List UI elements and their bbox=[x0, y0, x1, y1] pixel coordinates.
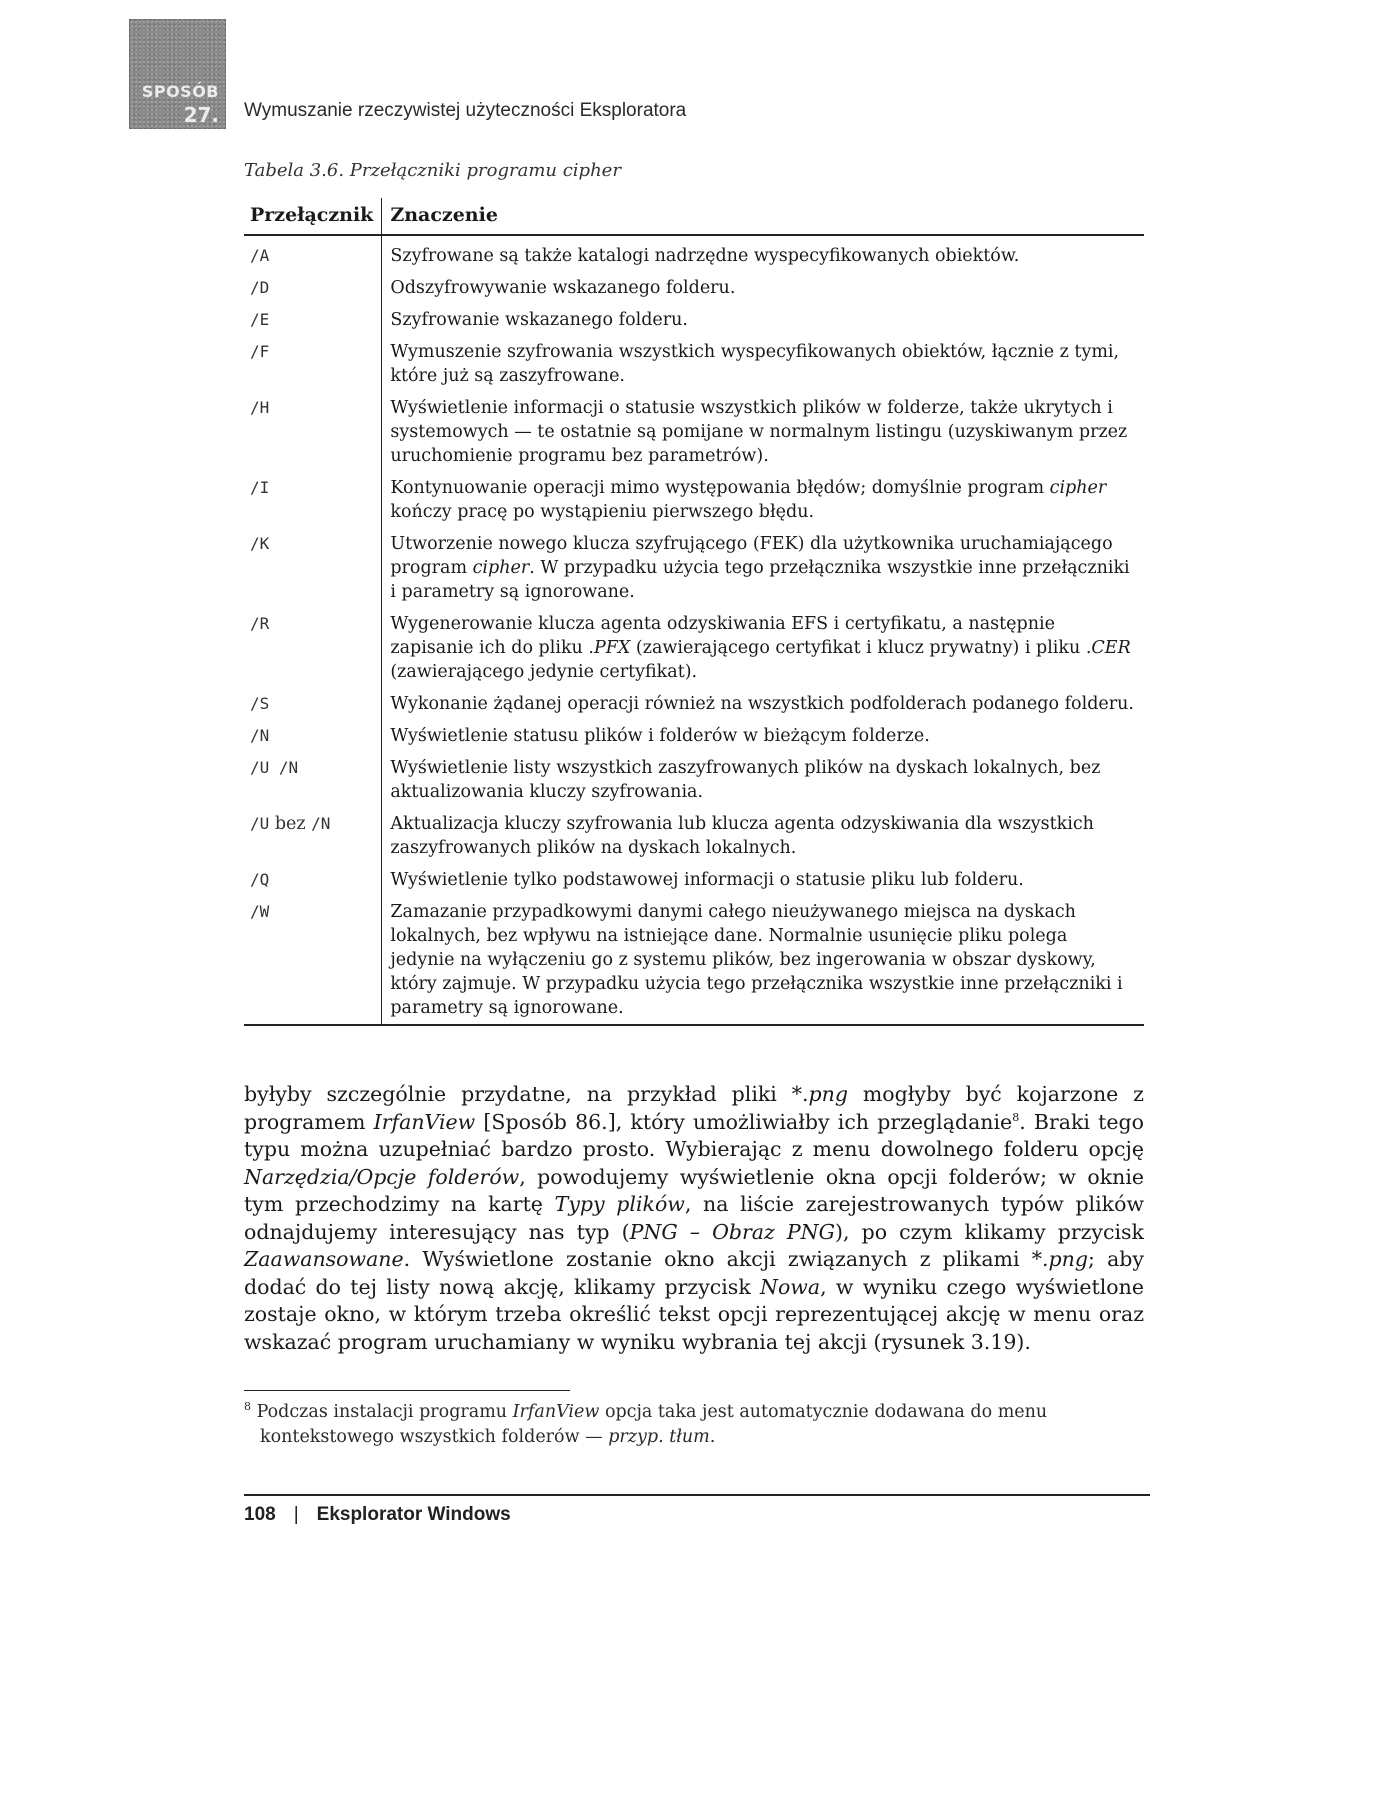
footnote-body: opcja taka jest automatycznie dodawana do menu kontekstowego wszystkich folderów — bbox=[260, 1402, 1048, 1447]
body-paragraph bbox=[244, 1081, 1144, 1356]
footer-separator: | bbox=[293, 1504, 299, 1525]
meaning-cell: Wyświetlenie listy wszystkich zaszyfrowanych plików na dyskach lokalnych, bez aktualizowania kluczy szyfrowania. bbox=[390, 758, 1101, 802]
badge-number: 27. bbox=[183, 103, 219, 127]
table-caption: Tabela 3.6. Przełączniki programu cipher bbox=[244, 160, 621, 181]
meaning-cell bbox=[382, 608, 1144, 688]
footnote-text bbox=[244, 1400, 1144, 1450]
meaning-text: (zawierającego jedynie certyfikat). bbox=[390, 662, 698, 682]
table-row bbox=[244, 896, 1144, 1025]
footnote-body: Podczas instalacji programu bbox=[251, 1402, 513, 1422]
footnote-italic: IrfanView bbox=[512, 1402, 600, 1422]
switch-cell: /K bbox=[244, 528, 382, 608]
table-row bbox=[244, 392, 1144, 472]
table bbox=[244, 198, 1144, 1026]
meaning-cell: Wyświetlenie tylko podstawowej informacji o statusie pliku lub folderu. bbox=[390, 870, 1024, 890]
switch-cell bbox=[244, 808, 382, 864]
table-row bbox=[244, 272, 1144, 304]
body-text: . Wyświetlone zostanie okno akcji związanych z plikami bbox=[403, 1247, 1032, 1271]
meaning-cell: Szyfrowane są także katalogi nadrzędne wyspecyfikowanych obiektów. bbox=[390, 246, 1020, 266]
body-text: mogłyby być kojarzone z programem bbox=[244, 1082, 1144, 1134]
table-row bbox=[244, 808, 1144, 864]
body-text: , na liście zarejestrowanych typów plików odnajdujemy interesujący nas typ ( bbox=[244, 1192, 1144, 1244]
meaning-text: (zawierającego certyfikat i klucz prywatny) i pliku bbox=[630, 638, 1086, 658]
meaning-cell: Zamazanie przypadkowymi danymi całego nieużywanego miejsca na dyskach lokalnych, bez wpływu na istniejące dane. Normalnie usunięcie pliku polega jedynie na wyłączeniu go z systemu plików, bez ingerowania w obszar dyskowy, który zajmuje. W przypadku użycia tego przełącznika wszystkie inne przełączniki i parametry są ignorowane. bbox=[382, 896, 1144, 1025]
table-row bbox=[244, 336, 1144, 392]
body-text: ), po czym klikamy przycisk bbox=[835, 1219, 1144, 1244]
meaning-cell: Szyfrowanie wskazanego folderu. bbox=[390, 310, 688, 330]
table-row bbox=[244, 752, 1144, 808]
body-italic: Nowa bbox=[760, 1274, 821, 1299]
footer-divider bbox=[244, 1494, 1150, 1496]
section-badge bbox=[129, 19, 226, 129]
meaning-cell: Wyświetlenie informacji o statusie wszystkich plików w folderze, także ukrytych i systemowych — te ostatnie są pomijane w normalnym listingu (uzyskiwanym przez uruchomienie programu bez parametrów). bbox=[390, 398, 1128, 466]
meaning-text: Utworzenie nowego klucza szyfrującego (FEK) dla użytkownika uruchamiającego program bbox=[390, 534, 1113, 578]
footnote-mark: 8 bbox=[244, 1400, 251, 1414]
switch-cell: /I bbox=[244, 472, 382, 528]
body-italic: PNG – Obraz PNG bbox=[629, 1219, 835, 1244]
header-switch: Przełącznik bbox=[244, 198, 382, 235]
switch-cell: /R bbox=[244, 608, 382, 688]
meaning-italic: cipher bbox=[472, 558, 530, 578]
table-row bbox=[244, 608, 1144, 688]
switch-cell: /A bbox=[244, 235, 382, 272]
switch-cell: /S bbox=[244, 688, 382, 720]
switch-table bbox=[244, 198, 1144, 1026]
meaning-text: . W przypadku użycia tego przełącznika wszystkie inne przełączniki i parametry są ignorowane. bbox=[390, 558, 1130, 602]
meaning-cell: Wykonanie żądanej operacji również na wszystkich podfolderach podanego folderu. bbox=[390, 694, 1134, 714]
meaning-italic: .PFX bbox=[588, 638, 631, 658]
footnote bbox=[244, 1400, 1144, 1450]
switch-cell: /F bbox=[244, 336, 382, 392]
table-row bbox=[244, 472, 1144, 528]
footnote-reference: 8 bbox=[1012, 1110, 1020, 1124]
meaning-italic: cipher bbox=[1049, 478, 1107, 498]
table-row bbox=[244, 304, 1144, 336]
body-text: [Sposób 86.], który umożliwiałby ich przeglądanie bbox=[475, 1109, 1013, 1134]
switch-cell: /U /N bbox=[244, 752, 382, 808]
table-row bbox=[244, 688, 1144, 720]
chapter-title: Eksplorator Windows bbox=[316, 1504, 511, 1525]
page-number: 108 bbox=[244, 1504, 276, 1525]
body-italic: *.png bbox=[1031, 1247, 1088, 1271]
body-text: , w wyniku czego wyświetlone zostaje okno, w którym trzeba określić tekst opcji reprezentującej akcję w menu oraz wskazać program uruchamiany w wyniku wybrania tej akcji (rysunek 3.19). bbox=[244, 1274, 1144, 1354]
meaning-text: Kontynuowanie operacji mimo występowania błędów; domyślnie program bbox=[390, 478, 1050, 498]
switch-cell: /H bbox=[244, 392, 382, 472]
meaning-italic: .CER bbox=[1085, 638, 1131, 658]
table-row bbox=[244, 528, 1144, 608]
switch-cell: /W bbox=[244, 896, 382, 1025]
meaning-cell: Wyświetlenie statusu plików i folderów w bieżącym folderze. bbox=[390, 726, 930, 746]
body-italic: *.png bbox=[791, 1082, 848, 1106]
table-header-row bbox=[244, 198, 1144, 235]
running-head: Wymuszanie rzeczywistej użyteczności Eksploratora bbox=[244, 100, 687, 121]
header-meaning: Znaczenie bbox=[382, 198, 1144, 235]
body-italic: Zaawansowane bbox=[244, 1247, 404, 1271]
meaning-cell bbox=[382, 472, 1144, 528]
meaning-cell: Wymuszenie szyfrowania wszystkich wyspecyfikowanych obiektów, łącznie z tymi, które już są zaszyfrowane. bbox=[390, 342, 1120, 386]
body-text: , powodujemy wyświetlenie okna opcji folderów; w oknie tym przechodzimy na kartę bbox=[244, 1164, 1145, 1216]
body-text: byłyby szczególnie przydatne, na przykład pliki bbox=[244, 1082, 792, 1106]
switch-cell: /D bbox=[244, 272, 382, 304]
meaning-cell: Odszyfrowywanie wskazanego folderu. bbox=[390, 278, 736, 298]
body-text: . Braki tego typu można uzupełniać bardzo prosto. Wybierając z menu dowolnego folderu opcję bbox=[244, 1109, 1144, 1161]
body-italic: IrfanView bbox=[373, 1109, 476, 1134]
table-row bbox=[244, 864, 1144, 896]
badge-label: SPOSÓB bbox=[141, 82, 219, 101]
footnote-divider bbox=[244, 1390, 570, 1391]
switch-cell: /E bbox=[244, 304, 382, 336]
switch-code: /N bbox=[311, 814, 331, 833]
body-text: ; aby dodać do tej listy nową akcję, klikamy przycisk bbox=[244, 1247, 1144, 1299]
switch-cell: /N bbox=[244, 720, 382, 752]
page-footer bbox=[244, 1504, 511, 1526]
switch-cell: /Q bbox=[244, 864, 382, 896]
table-row bbox=[244, 235, 1144, 272]
switch-code: /U bbox=[250, 814, 270, 833]
meaning-cell: Aktualizacja kluczy szyfrowania lub klucza agenta odzyskiwania dla wszystkich zaszyfrowanych plików na dyskach lokalnych. bbox=[390, 814, 1094, 858]
meaning-cell bbox=[382, 528, 1144, 608]
switch-connector: bez bbox=[269, 814, 312, 834]
body-italic: Narzędzia/Opcje folderów bbox=[244, 1164, 520, 1189]
body-italic: Typy plików bbox=[554, 1192, 685, 1216]
meaning-text: kończy pracę po wystąpieniu pierwszego błędu. bbox=[390, 502, 815, 522]
table-row bbox=[244, 720, 1144, 752]
meaning-text: Wygenerowanie klucza agenta odzyskiwania EFS i certyfikatu, a następnie zapisanie ich do pliku bbox=[390, 614, 1055, 658]
footnote-italic: przyp. tłum. bbox=[608, 1427, 716, 1447]
